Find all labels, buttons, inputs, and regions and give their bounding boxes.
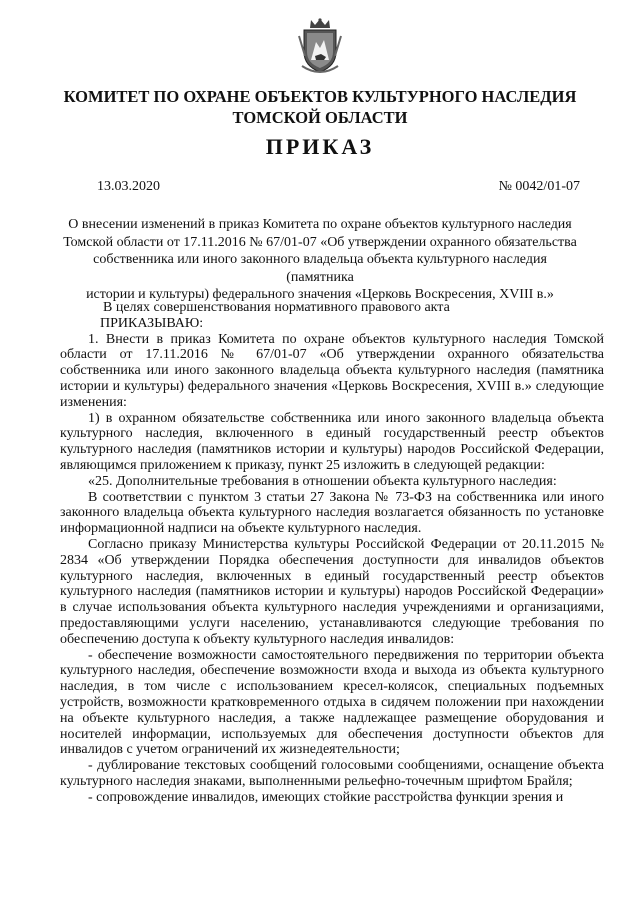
subject-line: истории и культуры) федерального значения «Церковь Воскресения, XVIII в.»: [86, 287, 554, 302]
document-date: 13.03.2020: [97, 179, 160, 194]
body-paragraph: - дублирование текстовых сообщений голосовыми сообщениями, оснащение объекта культурного наследия знаками, выполненными рельефно-точечным шрифтом Брайля;: [60, 758, 604, 789]
body-paragraph: - сопровождение инвалидов, имеющих стойкие расстройства функции зрения и: [88, 789, 564, 805]
body-paragraph: 1) в охранном обязательстве собственника или иного законного владельца объекта культурного наследия, включенного в единый государственный реестр объектов культурного наследия (памятников истории и культуры) народов Российской Федерации, являющимся приложением к приказу, пункт 25 изложить в следующей редакции:: [60, 410, 604, 473]
subject-line: О внесении изменений в приказ Комитета по охране объектов культурного наследия: [68, 217, 572, 232]
document-body: [60, 300, 604, 806]
organization-name-line1: КОМИТЕТ ПО ОХРАНЕ ОБЪЕКТОВ КУЛЬТУРНОГО НАСЛЕДИЯ: [63, 87, 577, 106]
body-paragraph: В соответствии с пунктом 3 статьи 27 Закона № 73-ФЗ на собственника или иного законного владельца объекта культурного наследия возлагается обязанность по установке информационной надписи на объекте культурного наследия.: [60, 489, 604, 537]
body-paragraph: - обеспечение возможности самостоятельного передвижения по территории объекта культурного наследия, обеспечение возможности входа и выхода из объекта культурного наследия, в том числе с использованием кресел-колясок, специальных подъемных устройств, возможности кратковременного отдыха в сидячем положении при нахождении на объекте культурного наследия, а также надлежащее размещение оборудования и носителей информации, используемых для обеспечения доступности объектов для инвалидов с учетом ограничений их жизнедеятельности;: [60, 647, 604, 758]
order-word: ПРИКАЗЫВАЮ:: [100, 315, 204, 331]
document-subject: [60, 216, 580, 304]
preamble: В целях совершенствования нормативного правового акта: [103, 300, 450, 315]
document-number: № 0042/01-07: [498, 179, 580, 194]
subject-line: Томской области от 17.11.2016 № 67/01-07 «Об утверждении охранного обязательства: [63, 234, 577, 250]
subject-line: собственника или иного законного владельца объекта культурного наследия (памятника: [93, 252, 547, 285]
tomsk-region-coat-of-arms-icon: [297, 16, 343, 74]
organization-name: [0, 86, 640, 128]
body-paragraph: Согласно приказу Министерства культуры Российской Федерации от 20.11.2015 № 2834 «Об утверждении Порядка обеспечения доступности для инвалидов объектов культурного наследия, включенных в единый государственный реестр объектов культурного наследия (памятников истории и культуры) народов Российской Федерации» в случае использования объекта культурного наследия учреждениями и организациями, предоставляющими услуги населению, устанавливаются следующие требования по обеспечению доступа к объекту культурного наследия инвалидов:: [60, 536, 604, 647]
document-type: ПРИКАЗ: [265, 134, 375, 159]
body-paragraph: 1. Внести в приказ Комитета по охране объектов культурного наследия Томской области от 17.11.2016 № 67/01-07 «Об утверждении охранного обязательства собственника или иного законного владельца объекта культурного наследия (памятника истории и культуры) федерального значения «Церковь Воскресения, XVIII в.» следующие изменения:: [60, 331, 604, 410]
organization-name-line2: ТОМСКОЙ ОБЛАСТИ: [232, 108, 408, 127]
body-paragraph: «25. Дополнительные требования в отношении объекта культурного наследия:: [88, 473, 557, 489]
